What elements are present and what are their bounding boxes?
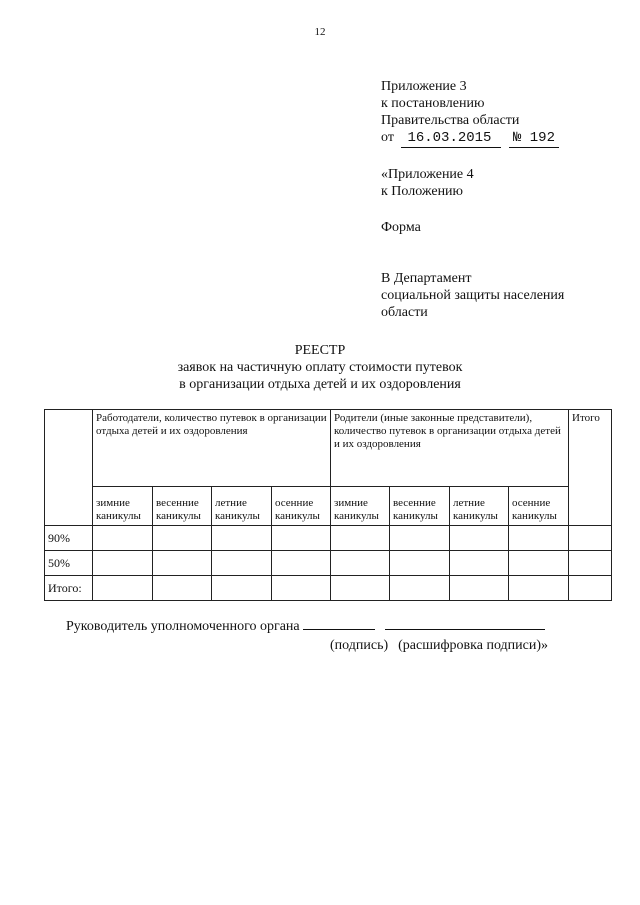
table-cell[interactable] (153, 526, 212, 551)
table-cell[interactable] (569, 551, 612, 576)
signature-label: Руководитель уполномоченного органа (66, 619, 300, 634)
subheader-cell: зимние каникулы (93, 487, 153, 526)
table-cell[interactable] (509, 576, 569, 601)
table-subheader-row (45, 487, 612, 526)
caption-decoding: (расшифровка подписи)» (398, 638, 549, 653)
subheader-cell: зимние каникулы (331, 487, 390, 526)
appendix-block (381, 78, 559, 148)
signature-row (66, 617, 545, 635)
date-prefix: от (381, 130, 394, 145)
row-label: 50% (45, 551, 93, 576)
table-cell[interactable] (509, 526, 569, 551)
header-empty-cell (45, 410, 93, 526)
table-cell[interactable] (272, 551, 331, 576)
signature-decoding-field[interactable] (385, 617, 545, 630)
appendix-date-row (381, 129, 559, 148)
caption-signature: (подпись) (330, 638, 389, 653)
table-cell[interactable] (509, 551, 569, 576)
number-sign: № (512, 130, 522, 146)
signature-captions (330, 638, 548, 654)
recipient-line-3: области (381, 305, 428, 320)
table-cell[interactable] (331, 526, 390, 551)
appendix-form-block (381, 166, 474, 200)
table-cell[interactable] (390, 551, 450, 576)
recipient-line-1: В Департамент (381, 271, 472, 286)
table-cell[interactable] (569, 526, 612, 551)
appendix-form-line-2: к Положению (381, 184, 464, 199)
title-line-1: РЕЕСТР (294, 343, 346, 358)
page-number: 12 (314, 26, 326, 38)
subheader-cell: летние каникулы (450, 487, 509, 526)
header-employers: Работодатели, количество путевок в организации отдыха детей и их оздоровления (93, 410, 331, 487)
table-cell[interactable] (450, 576, 509, 601)
table-cell[interactable] (569, 576, 612, 601)
form-label: Форма (381, 220, 421, 235)
document-title (0, 342, 640, 393)
table-cell[interactable] (153, 551, 212, 576)
table-cell[interactable] (272, 526, 331, 551)
table-cell[interactable] (450, 526, 509, 551)
appendix-line-3: Правительства области (381, 113, 520, 128)
recipient-line-2: социальной защиты населения (381, 288, 565, 303)
table-row (45, 551, 612, 576)
table-cell[interactable] (212, 551, 272, 576)
table-cell[interactable] (93, 526, 153, 551)
table-row (45, 576, 612, 601)
header-total: Итого (569, 410, 612, 526)
decree-number: 192 (529, 130, 555, 146)
table-cell[interactable] (390, 576, 450, 601)
recipient-block (381, 270, 564, 321)
table-cell[interactable] (93, 576, 153, 601)
table-cell[interactable] (450, 551, 509, 576)
subheader-cell: летние каникулы (212, 487, 272, 526)
decree-number-row (509, 130, 559, 148)
table-header-row (45, 410, 612, 487)
row-label: 90% (45, 526, 93, 551)
table-cell[interactable] (331, 551, 390, 576)
table-cell[interactable] (390, 526, 450, 551)
table-cell[interactable] (153, 576, 212, 601)
decree-date: 16.03.2015 (401, 130, 501, 148)
table-cell[interactable] (331, 576, 390, 601)
table-cell[interactable] (272, 576, 331, 601)
appendix-line-2: к постановлению (381, 96, 485, 111)
title-line-3: в организации отдыха детей и их оздоровления (179, 377, 461, 392)
table-cell[interactable] (212, 576, 272, 601)
registry-table (44, 409, 612, 601)
signature-field[interactable] (303, 617, 375, 630)
subheader-cell: весенние каникулы (153, 487, 212, 526)
table-row (45, 526, 612, 551)
appendix-line-1: Приложение 3 (381, 79, 467, 94)
table-cell[interactable] (212, 526, 272, 551)
table-cell[interactable] (93, 551, 153, 576)
appendix-form-line-1: «Приложение 4 (381, 167, 474, 182)
row-label: Итого: (45, 576, 93, 601)
subheader-cell: осенние каникулы (272, 487, 331, 526)
subheader-cell: осенние каникулы (509, 487, 569, 526)
title-line-2: заявок на частичную оплату стоимости путевок (177, 360, 463, 375)
header-parents: Родители (иные законные представители), количество путевок в организации отдыха детей и их оздоровления (331, 410, 569, 487)
subheader-cell: весенние каникулы (390, 487, 450, 526)
